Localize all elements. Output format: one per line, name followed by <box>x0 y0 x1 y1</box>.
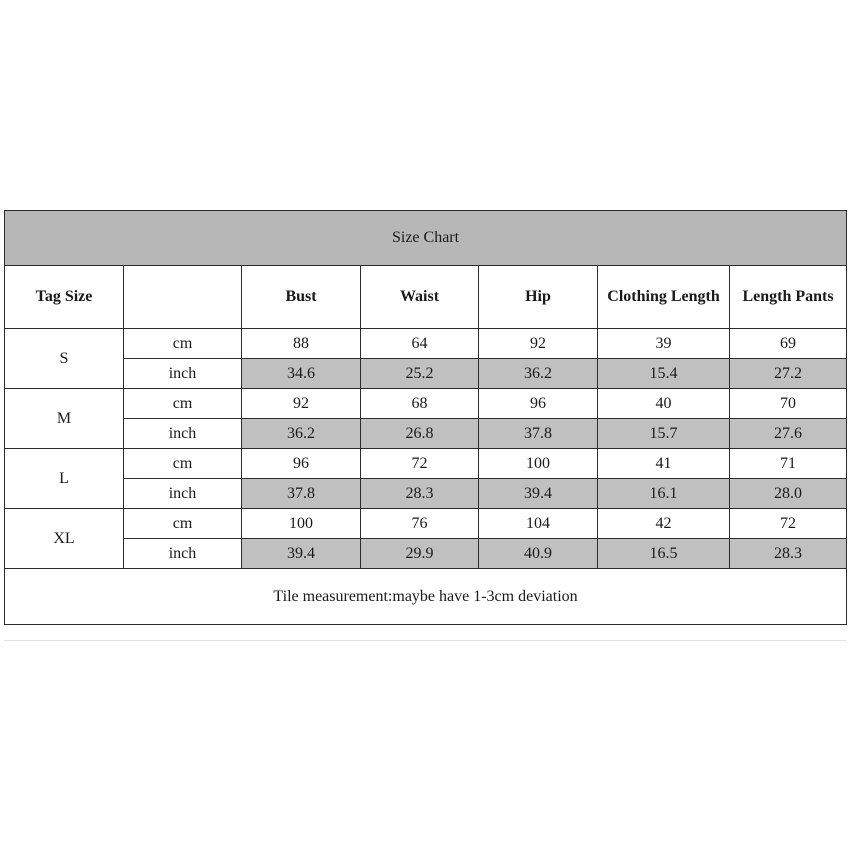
length-pants-value: 27.2 <box>730 359 847 389</box>
clothing-length-value: 16.5 <box>598 539 730 569</box>
table-row <box>5 329 847 359</box>
hip-value: 36.2 <box>479 359 598 389</box>
waist-value: 68 <box>361 389 479 419</box>
waist-value: 26.8 <box>361 419 479 449</box>
table-row <box>5 539 847 569</box>
table-row <box>5 359 847 389</box>
clothing-length-value: 15.4 <box>598 359 730 389</box>
hip-value: 100 <box>479 449 598 479</box>
waist-value: 76 <box>361 509 479 539</box>
waist-value: 29.9 <box>361 539 479 569</box>
bust-value: 88 <box>242 329 361 359</box>
bust-value: 39.4 <box>242 539 361 569</box>
header-length-pants: Length Pants <box>730 266 847 329</box>
header-unit <box>124 266 242 329</box>
table-row <box>5 479 847 509</box>
waist-value: 28.3 <box>361 479 479 509</box>
size-label: L <box>5 449 124 509</box>
bust-value: 37.8 <box>242 479 361 509</box>
hip-value: 92 <box>479 329 598 359</box>
length-pants-value: 72 <box>730 509 847 539</box>
hip-value: 37.8 <box>479 419 598 449</box>
clothing-length-value: 16.1 <box>598 479 730 509</box>
hip-value: 104 <box>479 509 598 539</box>
waist-value: 64 <box>361 329 479 359</box>
length-pants-value: 28.0 <box>730 479 847 509</box>
chart-title: Size Chart <box>5 211 847 266</box>
clothing-length-value: 15.7 <box>598 419 730 449</box>
header-bust: Bust <box>242 266 361 329</box>
table-row <box>5 509 847 539</box>
waist-value: 25.2 <box>361 359 479 389</box>
size-label: XL <box>5 509 124 569</box>
size-chart <box>4 210 846 639</box>
hip-value: 39.4 <box>479 479 598 509</box>
header-row <box>5 266 847 329</box>
unit-label: inch <box>124 539 242 569</box>
size-label: S <box>5 329 124 389</box>
length-pants-value: 70 <box>730 389 847 419</box>
waist-value: 72 <box>361 449 479 479</box>
bust-value: 34.6 <box>242 359 361 389</box>
bust-value: 100 <box>242 509 361 539</box>
clothing-length-value: 40 <box>598 389 730 419</box>
table-row <box>5 449 847 479</box>
header-waist: Waist <box>361 266 479 329</box>
hip-value: 40.9 <box>479 539 598 569</box>
unit-label: cm <box>124 449 242 479</box>
unit-label: cm <box>124 509 242 539</box>
unit-label: cm <box>124 329 242 359</box>
header-hip: Hip <box>479 266 598 329</box>
hip-value: 96 <box>479 389 598 419</box>
length-pants-value: 27.6 <box>730 419 847 449</box>
length-pants-value: 69 <box>730 329 847 359</box>
header-clothing-length: Clothing Length <box>598 266 730 329</box>
unit-label: inch <box>124 419 242 449</box>
length-pants-value: 28.3 <box>730 539 847 569</box>
bust-value: 92 <box>242 389 361 419</box>
unit-label: inch <box>124 479 242 509</box>
size-label: M <box>5 389 124 449</box>
guide-line <box>4 640 846 641</box>
unit-label: cm <box>124 389 242 419</box>
table-row <box>5 419 847 449</box>
clothing-length-value: 41 <box>598 449 730 479</box>
clothing-length-value: 39 <box>598 329 730 359</box>
bust-value: 96 <box>242 449 361 479</box>
measurement-note: Tile measurement:maybe have 1-3cm deviation <box>5 569 847 625</box>
unit-label: inch <box>124 359 242 389</box>
length-pants-value: 71 <box>730 449 847 479</box>
clothing-length-value: 42 <box>598 509 730 539</box>
size-table <box>4 210 847 625</box>
bust-value: 36.2 <box>242 419 361 449</box>
header-tag-size: Tag Size <box>5 266 124 329</box>
table-row <box>5 389 847 419</box>
